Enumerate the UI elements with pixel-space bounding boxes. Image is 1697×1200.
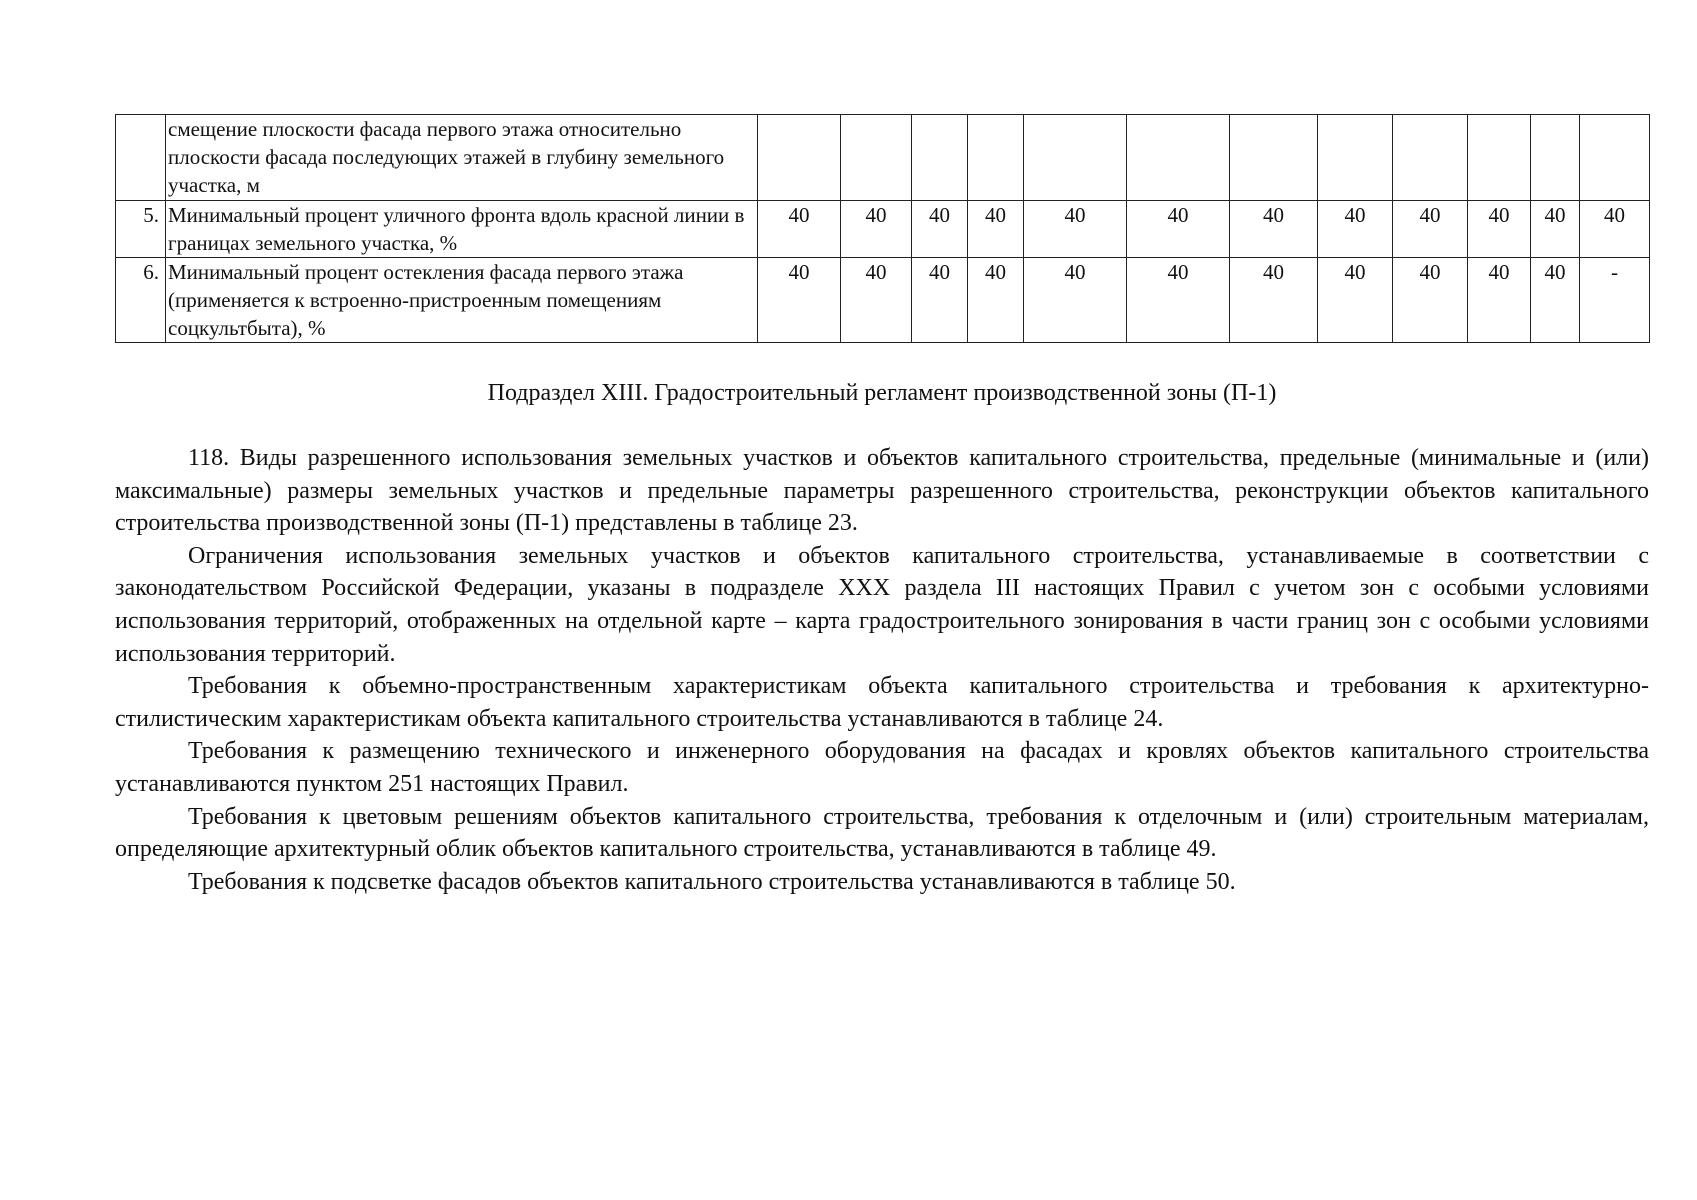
row-label: Минимальный процент уличного фронта вдоль красной линии в границах земельного участка, % bbox=[166, 201, 758, 258]
value-cell: 40 bbox=[1127, 258, 1230, 343]
paragraph-lighting-requirements: Требования к подсветке фасадов объектов капитального строительства устанавливаются в таблице 50. bbox=[188, 868, 1236, 895]
value-cell: 40 bbox=[841, 258, 912, 343]
value-cell: 40 bbox=[1468, 201, 1531, 258]
value-cell: 40 bbox=[912, 201, 968, 258]
value-cell bbox=[1468, 115, 1531, 201]
value-cell bbox=[1024, 115, 1127, 201]
value-cell: 40 bbox=[1318, 201, 1393, 258]
value-cell bbox=[841, 115, 912, 201]
value-cell: 40 bbox=[1393, 258, 1468, 343]
paragraph-volume-requirements: Требования к объемно-пространственным характеристикам объекта капитального строительства и требования к архитектурно-стилистическим характеристикам объекта капитального строительства устанавливаются в таблице 24. bbox=[115, 673, 1649, 732]
value-cell: 40 bbox=[912, 258, 968, 343]
value-cell: 40 bbox=[1127, 201, 1230, 258]
value-cell: 40 bbox=[1468, 258, 1531, 343]
value-cell: 40 bbox=[758, 201, 841, 258]
value-cell bbox=[758, 115, 841, 201]
value-cell: 40 bbox=[1024, 258, 1127, 343]
table-row bbox=[116, 201, 1650, 258]
value-cell: 40 bbox=[841, 201, 912, 258]
value-cell: 40 bbox=[1318, 258, 1393, 343]
value-cell: 40 bbox=[968, 201, 1024, 258]
value-cell bbox=[1127, 115, 1230, 201]
value-cell bbox=[968, 115, 1024, 201]
paragraph-restrictions: Ограничения использования земельных участков и объектов капитального строительства, устанавливаемые в соответствии с законодательством Российской Федерации, указаны в подразделе XXX раздела III настоящих Правил с учетом зон с особыми условиями использования территорий, отображенных на отдельной карте – карта градостроительного зонирования в части границ зон с особыми условиями использования территорий. bbox=[115, 542, 1649, 667]
value-cell bbox=[1230, 115, 1318, 201]
paragraph-equipment-requirements: Требования к размещению технического и инженерного оборудования на фасадах и кровлях объектов капитального строительства устанавливаются пунктом 251 настоящих Правил. bbox=[115, 738, 1649, 797]
value-cell: 40 bbox=[1230, 258, 1318, 343]
value-cell: - bbox=[1580, 258, 1650, 343]
body-text bbox=[115, 442, 1649, 898]
row-number bbox=[116, 115, 166, 201]
value-cell bbox=[1580, 115, 1650, 201]
row-number: 6. bbox=[116, 258, 166, 343]
value-cell: 40 bbox=[758, 258, 841, 343]
value-cell: 40 bbox=[968, 258, 1024, 343]
section-heading: Подраздел XIII. Градостроительный регламент производственной зоны (П-1) bbox=[487, 380, 1277, 406]
value-cell bbox=[1393, 115, 1468, 201]
paragraph-color-requirements: Требования к цветовым решениям объектов капитального строительства, требования к отделочным и (или) строительным материалам, определяющие архитектурный облик объектов капитального строительства, устанавливаются в таблице 49. bbox=[115, 803, 1649, 863]
table-row bbox=[116, 115, 1650, 201]
value-cell: 40 bbox=[1393, 201, 1468, 258]
table-row bbox=[116, 258, 1650, 343]
value-cell bbox=[1531, 115, 1580, 201]
value-cell: 40 bbox=[1230, 201, 1318, 258]
value-cell bbox=[1318, 115, 1393, 201]
row-number: 5. bbox=[116, 201, 166, 258]
row-label: Минимальный процент остекления фасада первого этажа (применяется к встроенно-пристроенным помещениям соцкультбыта), % bbox=[166, 258, 758, 343]
row-label: смещение плоскости фасада первого этажа относительно плоскости фасада последующих этажей в глубину земельного участка, м bbox=[166, 115, 758, 201]
value-cell: 40 bbox=[1531, 258, 1580, 343]
paragraph-118: 118. Виды разрешенного использования земельных участков и объектов капитального строительства, предельные (минимальные и (или) максимальные) размеры земельных участков и предельные параметры разрешенного строительства, реконструкции объектов капитального строительства производственной зоны (П-1) представлены в таблице 23. bbox=[115, 445, 1649, 537]
value-cell: 40 bbox=[1024, 201, 1127, 258]
parameters-table bbox=[115, 114, 1650, 343]
value-cell bbox=[912, 115, 968, 201]
value-cell: 40 bbox=[1580, 201, 1650, 258]
value-cell: 40 bbox=[1531, 201, 1580, 258]
